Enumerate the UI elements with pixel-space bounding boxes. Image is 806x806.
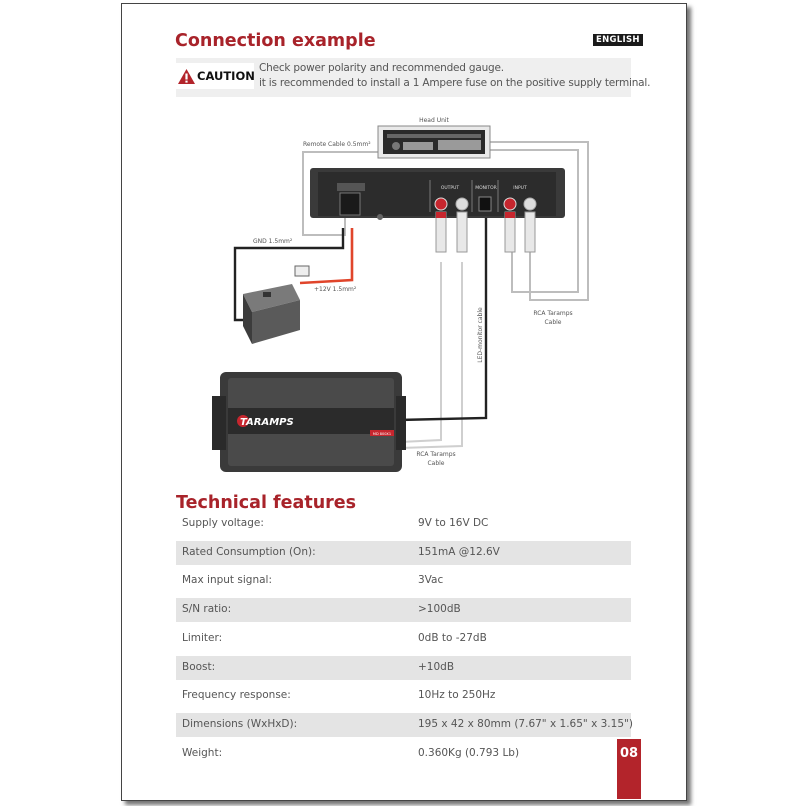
spec-value: 10Hz to 250Hz bbox=[418, 689, 496, 702]
led-monitor-label: LED-monitor cable bbox=[477, 307, 484, 363]
spec-row bbox=[176, 627, 631, 651]
spec-value: 0.360Kg (0.793 Lb) bbox=[418, 746, 520, 759]
spec-label: Boost: bbox=[182, 660, 216, 673]
spec-value: >100dB bbox=[418, 603, 461, 616]
monitor-label: MONITOR bbox=[475, 186, 497, 191]
spec-row bbox=[176, 684, 631, 708]
spec-row bbox=[176, 742, 631, 766]
spec-label: Rated Consumption (On): bbox=[182, 545, 316, 558]
battery-icon bbox=[243, 266, 309, 344]
caution-line-1: Check power polarity and recommended gauge. bbox=[259, 62, 504, 74]
page-number: 08 bbox=[617, 739, 641, 799]
spec-row bbox=[176, 512, 631, 536]
spec-value: 151mA @12.6V bbox=[418, 545, 500, 558]
plus12v-label: +12V 1.5mm² bbox=[314, 286, 357, 293]
spec-label: Max input signal: bbox=[182, 574, 272, 587]
rca-top-label-2: Cable bbox=[544, 319, 562, 326]
spec-label: Supply voltage: bbox=[182, 517, 264, 529]
spec-row bbox=[176, 598, 631, 622]
spec-value: 3Vac bbox=[418, 574, 444, 587]
caution-label: CAUTION bbox=[197, 69, 255, 83]
spec-value: 0dB to -27dB bbox=[418, 631, 487, 644]
spec-label: Weight: bbox=[182, 746, 223, 759]
spec-label: Frequency response: bbox=[182, 689, 291, 702]
technical-heading: Technical features bbox=[176, 493, 357, 513]
spec-label: S/N ratio: bbox=[182, 603, 232, 616]
amp-model: MD 800X1 bbox=[372, 432, 392, 436]
spec-value: +10dB bbox=[418, 660, 455, 673]
spec-row bbox=[176, 569, 631, 593]
spec-value: 9V to 16V DC bbox=[418, 517, 489, 529]
spec-label: Dimensions (WxHxD): bbox=[182, 717, 298, 730]
spec-value: 195 x 42 x 80mm (7.67" x 1.65" x 3.15") bbox=[418, 717, 633, 730]
language-badge: ENGLISH bbox=[593, 34, 643, 46]
spec-row bbox=[176, 656, 631, 680]
input-label: INPUT bbox=[513, 186, 527, 191]
spec-row bbox=[176, 713, 631, 737]
remote-cable-label: Remote Cable 0.5mm² bbox=[303, 141, 371, 148]
caution-line-2: it is recommended to install a 1 Ampere fuse on the positive supply terminal. bbox=[259, 77, 651, 89]
output-label: OUTPUT bbox=[440, 186, 460, 191]
brand-name: TARAMPS bbox=[240, 417, 294, 428]
rca-bottom-label-2: Cable bbox=[427, 460, 445, 467]
rca-output-cable-1 bbox=[400, 262, 441, 442]
spec-row bbox=[176, 541, 631, 565]
gnd-label: GND 1.5mm² bbox=[253, 238, 293, 245]
rca-bottom-label-1: RCA Taramps bbox=[416, 451, 456, 458]
head-unit-label: Head Unit bbox=[419, 117, 449, 124]
head-unit bbox=[378, 126, 490, 158]
rca-top-label-1: RCA Taramps bbox=[533, 310, 573, 317]
spec-label: Limiter: bbox=[182, 631, 223, 644]
connection-heading: Connection example bbox=[175, 31, 376, 51]
